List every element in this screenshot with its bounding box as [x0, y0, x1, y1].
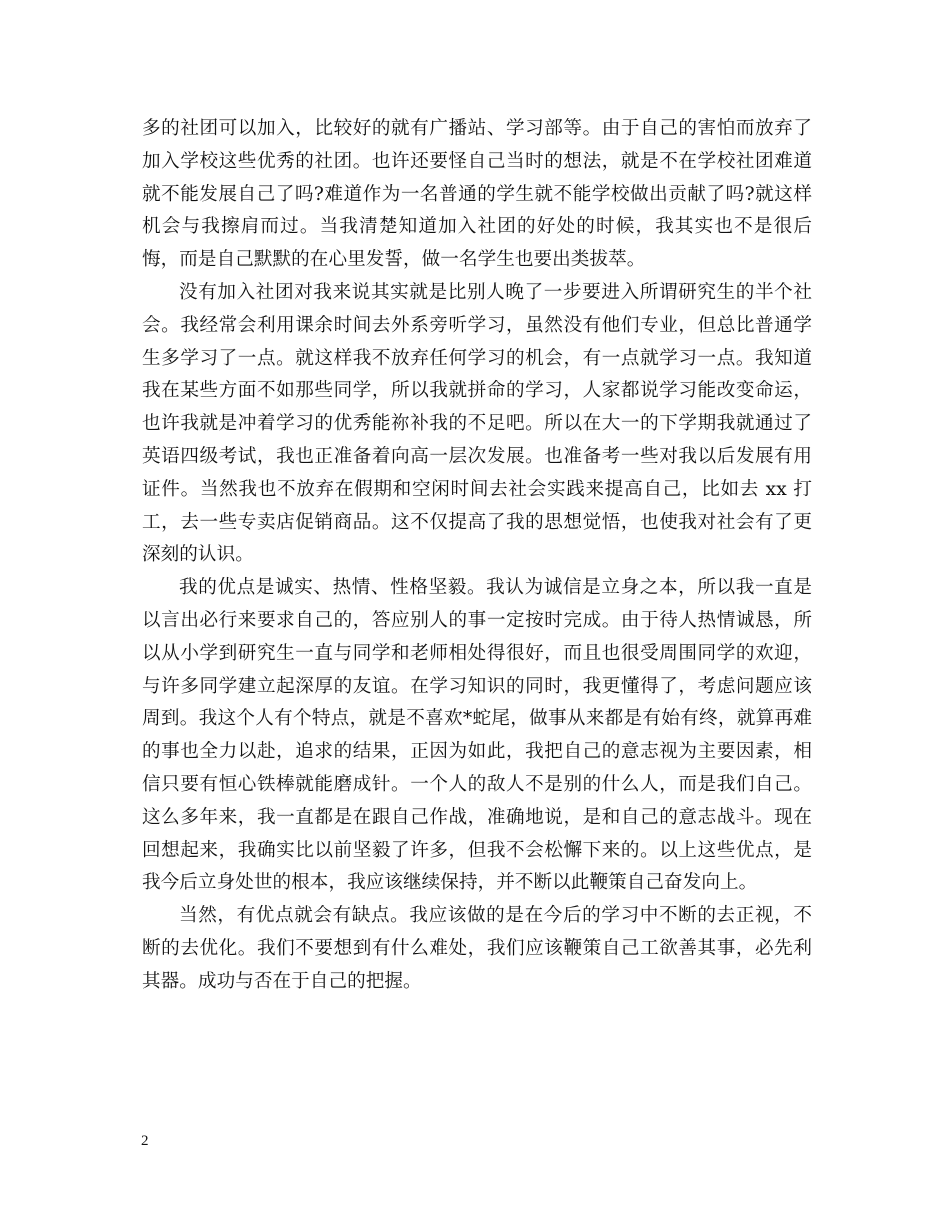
paragraph-continuation: 多的社团可以加入，比较好的就有广播站、学习部等。由于自己的害怕而放弃了加入学校这些优秀的社团。也许还要怪自己当时的想法，就是不在学校社团难道就不能发展自己了吗?难道作为一名普通的学生就不能学校做出贡献了吗?就这样机会与我擦肩而过。当我清楚知道加入社团的好处的时候，我其实也不是很后悔，而是自己默默的在心里发誓，做一名学生也要出类拔萃。: [142, 118, 812, 271]
paragraph-weaknesses: 当然，有优点就会有缺点。我应该做的是在今后的学习中不断的去正视，不断的去优化。我们不要想到有什么难处，我们应该鞭策自己工欲善其事，必先利其器。成功与否在于自己的把握。: [142, 905, 812, 992]
body-text: [142, 113, 812, 999]
paragraph-strengths: 我的优点是诚实、热情、性格坚毅。我认为诚信是立身之本，所以我一直是以言出必行来要求自己的，答应别人的事一定按时完成。由于待人热情诚恳，所以从小学到研究生一直与同学和老师相处得很好，而且也很受周围同学的欢迎，与许多同学建立起深厚的友谊。在学习知识的同时，我更懂得了，考虑问题应该周到。我这个人有个特点，就是不喜欢*蛇尾，做事从来都是有始有终，就算再难的事也全力以赴，追求的结果，正因为如此，我把自己的意志视为主要因素，相信只要有恒心铁棒就能磨成针。一个人的敌人不是别的什么人，而是我们自己。这么多年来，我一直都是在跟自己作战，准确地说，是和自己的意志战斗。现在回想起来，我确实比以前坚毅了许多，但我不会松懈下来的。以上这些优点，是我今后立身处世的根本，我应该继续保持，并不断以此鞭策自己奋发向上。: [142, 577, 812, 894]
page-number: 2: [141, 1133, 149, 1149]
paragraph-club-study: 没有加入社团对我来说其实就是比别人晚了一步要进入所谓研究生的半个社会。我经常会利用课余时间去外系旁听学习，虽然没有他们专业，但总比普通学生多学习了一点。就这样我不放弃任何学习的机会，有一点就学习一点。我知道我在某些方面不如那些同学，所以我就拼命的学习，人家都说学习能改变命运，也许我就是冲着学习的优秀能祢补我的不足吧。所以在大一的下学期我就通过了英语四级考试，我也正准备着向高一层次发展。也准备考一些对我以后发展有用证件。当然我也不放弃在假期和空闲时间去社会实践来提高自己，比如去 xx 打工，去一些专卖店促销商品。这不仅提高了我的思想觉悟，也使我对社会有了更深刻的认识。: [142, 281, 812, 566]
